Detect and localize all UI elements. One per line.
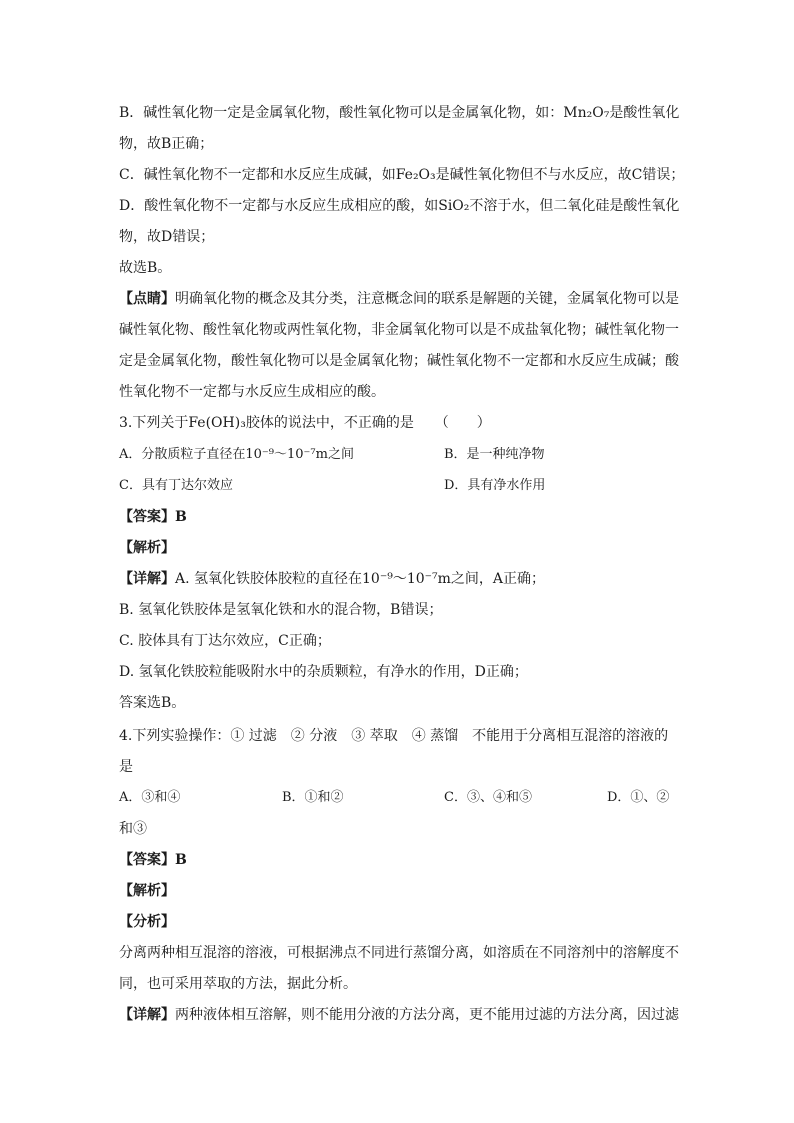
analysis-sub-label: 【分析】 [119,914,175,930]
text-line: 同，也可采用萃取的方法，据此分析。 [119,976,357,992]
text-line: 分离两种相互混溶的溶液，可根据沸点不同进行蒸馏分离，如溶质在不同溶剂中的溶解度不 [119,945,679,961]
analysis-label: 【解析】 [119,540,175,556]
text-line: 和③ [119,821,147,837]
text-line [119,289,679,309]
question-3: 3.下列关于Fe(OH)₃胶体的说法中，不正确的是 （ ） [119,415,491,431]
text-line [119,1005,679,1025]
option-a: A．分散质粒子直径在10⁻⁹～10⁻⁷m之间 [119,447,354,462]
text-line: 性氧化物不一定都与水反应生成相应的酸。 [119,384,385,400]
text-line: D. 氢氧化铁胶粒能吸附水中的杂质颗粒，有净水的作用，D正确； [119,664,528,680]
option-b: B．是一种纯净物 [444,447,545,462]
analysis-label: 【解析】 [119,883,175,899]
detail-text: A. 氢氧化铁胶体胶粒的直径在10⁻⁹～10⁻⁷m之间，A正确； [175,571,546,587]
tip-text: 明确氧化物的概念及其分类，注意概念间的联系是解题的关键，金属氧化物可以是 [175,291,679,307]
text-line: C. 胶体具有丁达尔效应，C正确； [119,633,331,649]
question-4: 4.下列实验操作：① 过滤 ② 分液 ③ 萃取 ④ 蒸馏 不能用于分离相互混溶的溶液的 [119,728,669,744]
text-line: D．酸性氧化物不一定都与水反应生成相应的酸，如SiO₂不溶于水，但二氧化硅是酸性氧化 [119,198,680,214]
detail-tag: 【详解】 [119,1007,175,1023]
option-b: B．①和② [282,790,344,805]
text-line: B. 氢氧化铁胶体是氢氧化铁和水的混合物，B错误； [119,602,443,618]
text-line: C．碱性氧化物不一定都和水反应生成碱，如Fe₂O₃是碱性氧化物但不与水反应，故C错误； [119,167,685,183]
text-line: 物，故D错误； [119,229,215,245]
text-line: 物，故B正确； [119,136,214,152]
detail-text: 两种液体相互溶解，则不能用分液的方法分离，更不能用过滤的方法分离，因过滤 [175,1007,679,1023]
text-line [119,569,679,589]
text-line: B．碱性氧化物一定是金属氧化物，酸性氧化物可以是金属氧化物，如：Mn₂O₇是酸性氧化 [119,105,680,121]
option-d: D．具有净水作用 [444,478,546,493]
option-d: D．①、② [607,790,670,805]
detail-tag: 【详解】 [119,571,175,587]
text-line: 是 [119,759,133,775]
answer-label: 【答案】B [119,852,187,868]
option-c: C．③、④和⑤ [444,790,532,805]
option-c: C．具有丁达尔效应 [119,478,233,493]
text-line: 碱性氧化物、酸性氧化物或两性氧化物，非金属氧化物可以是不成盐氧化物；碱性氧化物一 [119,322,679,338]
text-line: 答案选B。 [119,695,186,711]
text-line: 定是金属氧化物，酸性氧化物可以是金属氧化物；碱性氧化物不一定都和水反应生成碱；酸 [119,353,679,369]
tip-tag: 【点睛】 [119,291,175,307]
option-a: A．③和④ [119,790,181,805]
answer-label: 【答案】B [119,509,187,525]
text-line: 故选B。 [119,260,172,276]
